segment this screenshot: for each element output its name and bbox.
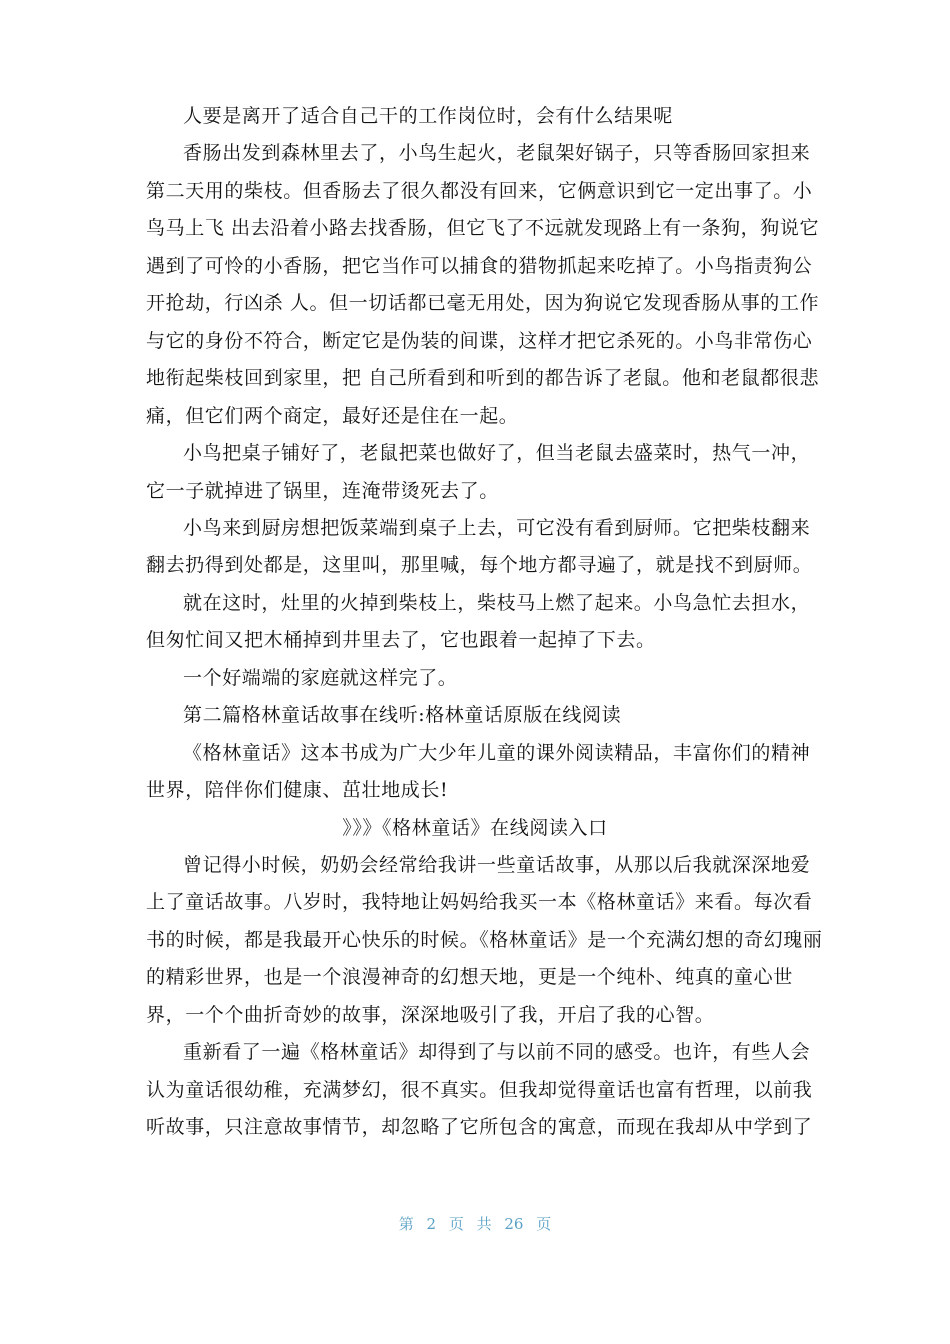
text-line: 重新看了一遍《格林童话》却得到了与以前不同的感受。也许，有些人会 [183, 1041, 811, 1064]
text-line: 地衔起柴枝回到家里，把 自己所看到和听到的都告诉了老鼠。他和老鼠都很悲 [146, 367, 820, 390]
text-line: 上了童话故事。八岁时，我特地让妈妈给我买一本《格林童话》来看。每次看 [146, 891, 813, 914]
text-line: 它一子就掉进了锅里，连淹带烫死去了。 [146, 479, 499, 502]
text-line: 一个好端端的家庭就这样完了。 [183, 666, 458, 689]
text-line: 小鸟来到厨房想把饭菜端到桌子上去，可它没有看到厨师。它把柴枝翻来 [183, 516, 811, 539]
text-line: 世界，陪伴你们健康、茁壮地成长! [146, 779, 449, 802]
text-line: 但匆忙间又把木桶掉到井里去了，它也跟着一起掉了下去。 [146, 629, 656, 652]
text-line: 第二篇格林童话故事在线听:格林童话原版在线阅读 [183, 704, 622, 727]
text-line: 人要是离开了适合自己干的工作岗位时，会有什么结果呢 [183, 105, 674, 127]
text-line: 书的时候，都是我最开心快乐的时候。《格林童话》是一个充满幻想的奇幻瑰丽 [146, 928, 823, 951]
text-line: 》》》《格林童话》在线阅读入口 [342, 816, 608, 839]
text-line: 第二天用的柴枝。但香肠去了很久都没有回来，它俩意识到它一定出事了。小 [146, 179, 813, 202]
text-line: 开抢劫，行凶杀 人。但一切话都已毫无用处，因为狗说它发现香肠从事的工作 [146, 292, 820, 315]
text-line: 痛，但它们两个商定，最好还是住在一起。 [146, 404, 519, 427]
text-line: 就在这时，灶里的火掉到柴枝上，柴枝马上燃了起来。小鸟急忙去担水， [183, 591, 811, 614]
text-line: 与它的身份不符合，断定它是伪装的间谍，这样才把它杀死的。小鸟非常伤心 [146, 329, 813, 352]
text-line: 认为童话很幼稚，充满梦幻，很不真实。但我却觉得童话也富有哲理，以前我 [146, 1078, 813, 1101]
text-line: 《格林童话》这本书成为广大少年儿童的课外阅读精品，丰富你们的精神 [183, 741, 811, 764]
text-line: 翻去扔得到处都是，这里叫，那里喊，每个地方都寻遍了，就是找不到厨师。 [146, 554, 813, 577]
text-line: 遇到了可怜的小香肠，把它当作可以捕食的猎物抓起来吃掉了。小鸟指责狗公 [146, 254, 813, 277]
text-line: 鸟马上飞 出去沿着小路去找香肠，但它飞了不远就发现路上有一条狗，狗说它 [146, 217, 820, 240]
text-line: 界，一个个曲折奇妙的故事，深深地吸引了我，开启了我的心智。 [146, 1003, 715, 1026]
text-line: 香肠出发到森林里去了，小鸟生起火，老鼠架好锅子，只等香肠回家担来 [183, 142, 811, 165]
text-line: 听故事，只注意故事情节，却忽略了它所包含的寓意，而现在我却从中学到了 [146, 1116, 813, 1139]
text-line: 小鸟把桌子铺好了，老鼠把菜也做好了，但当老鼠去盛菜时，热气一冲， [183, 442, 811, 465]
page-footer: 第 2 页 共 26 页 [398, 1215, 552, 1233]
text-line: 的精彩世界，也是一个浪漫神奇的幻想天地，更是一个纯朴、纯真的童心世 [146, 966, 793, 989]
text-line: 曾记得小时候，奶奶会经常给我讲一些童话故事，从那以后我就深深地爱 [183, 854, 811, 876]
